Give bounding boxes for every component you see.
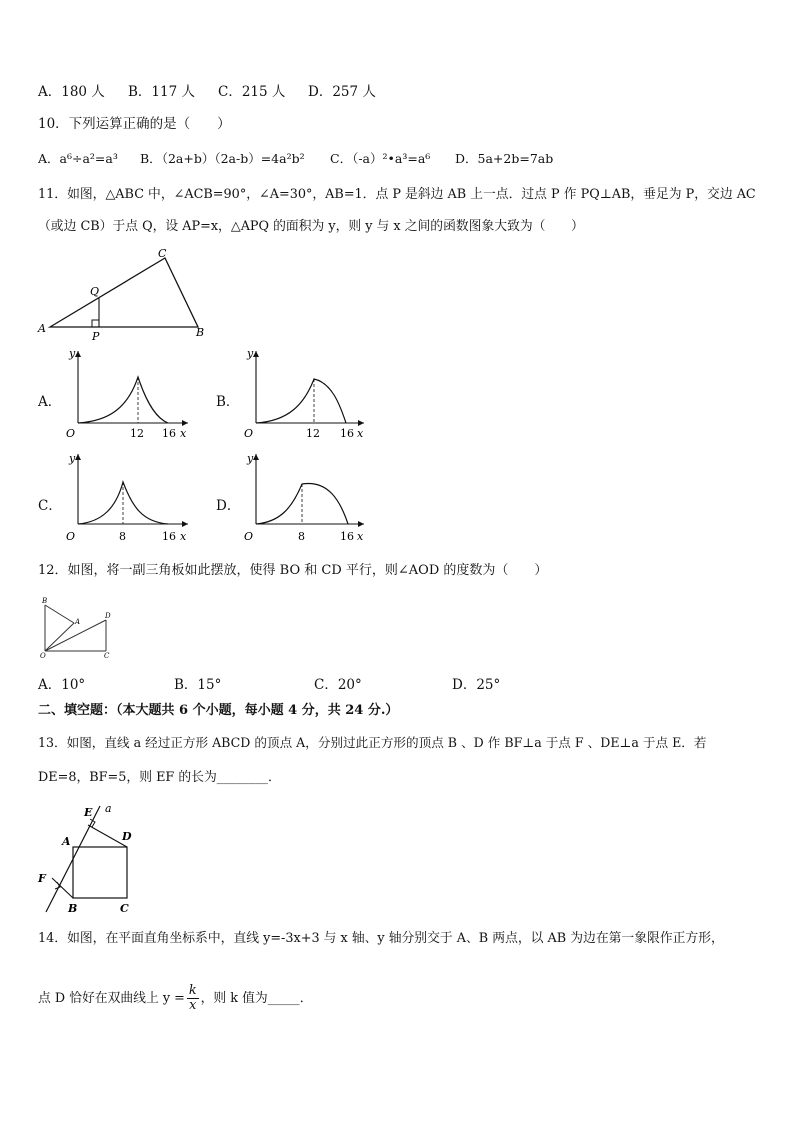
- q11-graph-b: [236, 345, 371, 445]
- q11-c-x-label: x: [180, 530, 187, 543]
- q13-label-c: C: [120, 902, 129, 915]
- q11-label-c: C: [158, 247, 167, 260]
- q13-label-a: A: [62, 835, 71, 848]
- q11-label-b: B: [196, 326, 205, 339]
- q10-choice-a: A．a⁶÷a²=a³: [38, 151, 118, 166]
- q11-d-x-label: x: [357, 530, 364, 543]
- q11-a-origin: O: [66, 427, 76, 440]
- q13-label-d: D: [122, 830, 132, 843]
- q11-a-tick-peak: 12: [130, 427, 144, 440]
- q11-option-a-key: A．: [38, 394, 62, 410]
- q11-b-tick-peak: 12: [306, 427, 320, 440]
- q11-triangle-figure: [36, 246, 208, 344]
- q12-label-a: A: [75, 618, 81, 626]
- q11-a-tick-end: 16: [162, 427, 176, 440]
- q12-label-d: D: [105, 612, 111, 620]
- q11-graph-a: [60, 345, 195, 445]
- q12-label-o: O: [40, 652, 46, 660]
- q11-graph-d: [236, 450, 371, 550]
- q11-d-y-label: y: [247, 452, 254, 465]
- q10-choice-b: B．（2a+b）（2a-b）=4a²b²: [140, 151, 305, 166]
- q11-b-y-label: y: [247, 347, 254, 360]
- section-2-title: 二、填空题：（本大题共 6 个小题，每小题 4 分，共 24 分.）: [38, 703, 399, 718]
- q11-label-a: A: [38, 322, 46, 335]
- q13-stem-line2: DE=8，BF=5，则 EF 的长为________．: [38, 770, 281, 785]
- q13-label-b: B: [68, 902, 78, 915]
- q11-c-tick-peak: 8: [119, 530, 126, 543]
- q13-label-e: E: [84, 806, 93, 819]
- q12-choice-a: A．10°: [38, 677, 86, 693]
- q10-choice-d: D．5a+2b=7ab: [455, 151, 554, 166]
- q12-choice-b: B．15°: [174, 677, 222, 693]
- q11-option-d-key: D．: [216, 498, 241, 514]
- q11-graph-c: [60, 450, 195, 550]
- q10-stem: 10．下列运算正确的是（ ）: [38, 116, 231, 132]
- q12-choice-d: D．25°: [452, 677, 501, 693]
- q11-a-y-label: y: [69, 347, 76, 360]
- q11-option-c-key: C．: [38, 498, 62, 514]
- q9-choice-d: D．257 人: [308, 84, 376, 100]
- q11-b-tick-end: 16: [340, 427, 354, 440]
- q11-a-x-label: x: [180, 427, 187, 440]
- q14-stem-line1: 14．如图，在平面直角坐标系中，直线 y=-3x+3 与 x 轴、y 轴分别交于 A、B 两点，以 AB 为边在第一象限作正方形，: [38, 931, 724, 946]
- q11-stem-line1: 11．如图，△ABC 中，∠ACB=90°，∠A=30°，AB=1．点 P 是斜边 AB 上一点．过点 P 作 PQ⊥AB，垂足为 P，交边 AC: [38, 187, 756, 202]
- q11-b-x-label: x: [357, 427, 364, 440]
- q12-label-b: B: [42, 597, 48, 605]
- q13-label-a-line: a: [105, 802, 112, 815]
- q12-label-c: C: [104, 652, 110, 660]
- q11-d-tick-peak: 8: [298, 530, 305, 543]
- q14-fraction: $\frac{k}{x}$: [188, 983, 197, 1013]
- q11-d-origin: O: [244, 530, 254, 543]
- q12-stem: 12．如图，将一副三角板如此摆放，使得 BO 和 CD 平行，则∠AOD 的度数为（ ）: [38, 563, 548, 578]
- q13-label-f: F: [38, 872, 46, 885]
- q11-b-origin: O: [244, 427, 254, 440]
- q11-label-p: P: [92, 330, 100, 343]
- q10-choice-c: C．（-a）²•a³=a⁶: [330, 151, 431, 166]
- q11-option-b-key: B．: [216, 394, 240, 410]
- q11-c-tick-end: 16: [162, 530, 176, 543]
- q12-choice-c: C．20°: [314, 677, 362, 693]
- q11-c-y-label: y: [69, 452, 76, 465]
- q13-stem-line1: 13．如图，直线 a 经过正方形 ABCD 的顶点 A，分别过此正方形的顶点 B 、D 作 BF⊥a 于点 F 、DE⊥a 于点 E．若: [38, 735, 707, 750]
- q11-label-q: Q: [90, 285, 100, 298]
- q9-choice-b: B．117 人: [128, 84, 195, 100]
- q9-choice-c: C．215 人: [218, 84, 286, 100]
- q12-figure: [38, 596, 118, 660]
- q11-c-origin: O: [66, 530, 76, 543]
- q9-choice-a: A．180 人: [38, 84, 105, 100]
- q14-stem-line2: 点 D 恰好在双曲线上 y = $\frac{k}{x}$ ，则 k 值为_____．: [38, 983, 313, 1013]
- q11-d-tick-end: 16: [340, 530, 354, 543]
- q11-stem-line2: （或边 CB）于点 Q，设 AP=x，△APQ 的面积为 y，则 y 与 x 之间的函数图象大致为（ ）: [38, 219, 584, 234]
- q13-figure: [36, 800, 140, 918]
